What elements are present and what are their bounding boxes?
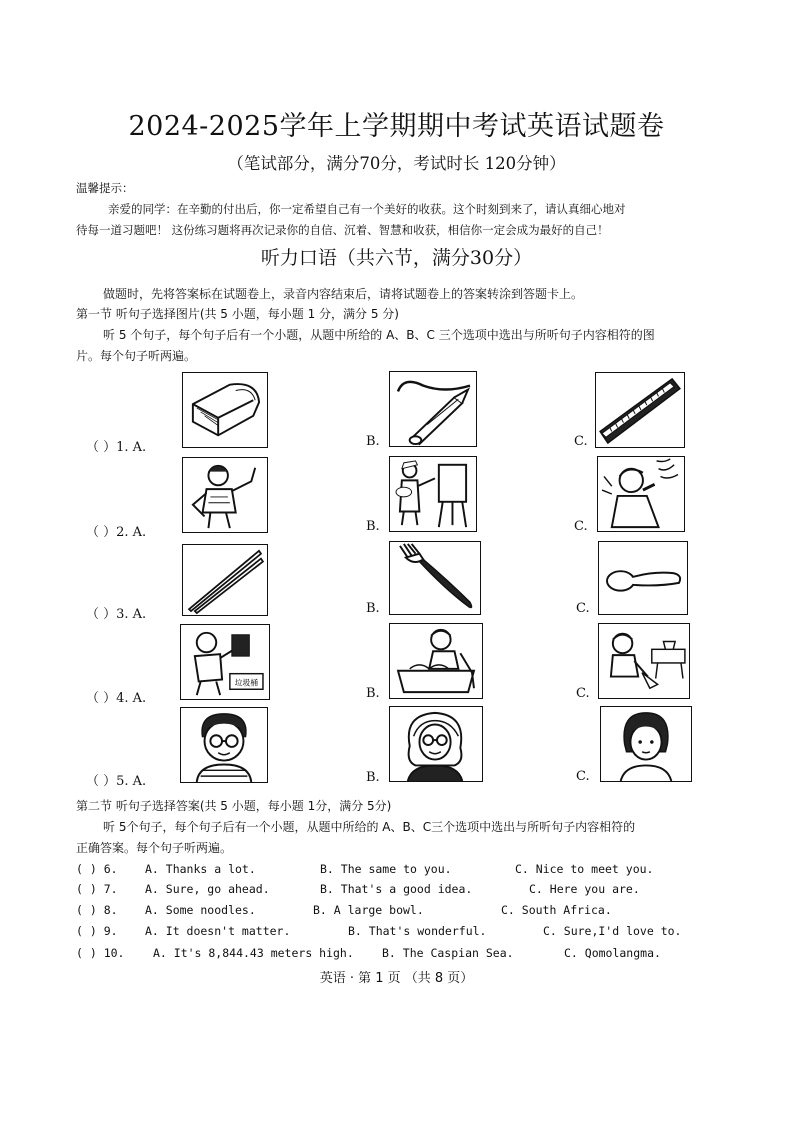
q5-option-b-label: B. <box>366 770 380 785</box>
q6-option-c[interactable]: C. Nice to meet you. <box>515 862 654 876</box>
part2-desc-1: 听 5个句子，每个句子后有一个小题，从题中所给的 A、B、C三个选项中选出与所听句子内容相符的 <box>103 820 636 834</box>
q4-option-c-label: C. <box>576 686 590 701</box>
q2-option-b-label: B. <box>366 519 380 534</box>
q2-option-c-image[interactable] <box>597 456 685 532</box>
tips-label: 温馨提示： <box>76 181 134 195</box>
q5-option-b-image[interactable] <box>389 706 483 782</box>
q7-option-c[interactable]: C. Here you are. <box>529 882 640 896</box>
question-4-label: （ ）4. A. <box>86 691 147 706</box>
listening-heading: 听力口语（共六节，满分30分） <box>260 247 533 269</box>
q5-option-c-label: C. <box>576 769 590 784</box>
question-5-label: （ ）5. A. <box>86 774 147 789</box>
q1-option-c-image[interactable] <box>595 372 685 448</box>
q6-number: ( ) 6. <box>76 862 118 876</box>
q9-option-a[interactable]: A. It doesn't matter. <box>145 924 291 938</box>
q1-option-b-label: B. <box>366 434 380 449</box>
eraser-icon <box>183 373 267 447</box>
ruler-icon <box>596 373 684 447</box>
woman-with-glasses-icon <box>390 707 482 781</box>
throwing-trash-icon <box>181 625 269 699</box>
q4-option-c-image[interactable] <box>598 623 690 699</box>
part1-desc-1: 听 5 个句子，每个句子后有一个小题，从题中所给的 A、B、C 三个选项中选出与所听句子内容相符的图 <box>103 328 655 342</box>
boy-with-glasses-icon <box>181 708 267 782</box>
listening-instruction: 做题时，先将答案标在试题卷上，录音内容结束后，请将试题卷上的答案转涂到答题卡上。 <box>103 287 584 301</box>
chopsticks-icon <box>183 545 267 615</box>
q6-option-b[interactable]: B. The same to you. <box>320 862 452 876</box>
q3-option-a-image[interactable] <box>182 544 268 616</box>
q3-option-c-label: C. <box>576 601 590 616</box>
painting-icon <box>390 457 476 531</box>
page-subtitle: （笔试部分，满分70分，考试时长 120分钟） <box>227 154 566 173</box>
q9-option-b[interactable]: B. That's wonderful. <box>348 924 487 938</box>
q8-option-c[interactable]: C. South Africa. <box>501 903 612 917</box>
q10-option-a[interactable]: A. It's 8,844.43 meters high. <box>153 946 354 960</box>
dancing-girl-icon <box>183 458 267 532</box>
page-title: 2024-2025学年上学期期中考试英语试题卷 <box>128 111 665 142</box>
girl-short-hair-icon <box>601 707 691 781</box>
q7-number: ( ) 7. <box>76 882 118 896</box>
q2-option-a-image[interactable] <box>182 457 268 533</box>
q3-option-c-image[interactable] <box>598 541 688 615</box>
q4-option-b-label: B. <box>366 686 380 701</box>
q5-option-c-image[interactable] <box>600 706 692 782</box>
question-1-label: （ ）1. A. <box>86 440 147 455</box>
pencil-icon <box>390 372 476 446</box>
q4-option-a-image[interactable] <box>180 624 270 700</box>
q4-option-b-image[interactable] <box>389 623 483 699</box>
question-3-label: （ ）3. A. <box>86 607 147 622</box>
part1-title: 第一节 听句子选择图片(共 5 小题，每小题 1 分，满分 5 分) <box>76 307 399 321</box>
fork-icon <box>390 542 480 614</box>
q8-option-a[interactable]: A. Some noodles. <box>145 903 256 917</box>
q8-option-b[interactable]: B. A large bowl. <box>313 903 424 917</box>
trash-bin-text: 垃圾桶 <box>234 678 259 688</box>
part2-title: 第二节 听句子选择答案(共 5 小题，每小题 1分，满分 5分) <box>76 799 392 813</box>
page-footer: 英语 · 第 1 页 （共 8 页） <box>319 971 474 986</box>
q9-option-c[interactable]: C. Sure,I'd love to. <box>543 924 682 938</box>
question-2-label: （ ）2. A. <box>86 525 147 540</box>
singing-boy-icon <box>598 457 684 531</box>
q2-option-c-label: C. <box>574 519 588 534</box>
cleaning-table-icon <box>599 624 689 698</box>
part1-desc-2: 片。每个句子听两遍。 <box>76 349 197 363</box>
q1-option-b-image[interactable] <box>389 371 477 447</box>
q7-option-b[interactable]: B. That's a good idea. <box>320 882 473 896</box>
q3-option-b-label: B. <box>366 601 380 616</box>
q1-option-c-label: C. <box>574 434 588 449</box>
q6-option-a[interactable]: A. Thanks a lot. <box>145 862 256 876</box>
q10-option-c[interactable]: C. Qomolangma. <box>564 946 661 960</box>
q8-number: ( ) 8. <box>76 903 118 917</box>
tips-line-2: 待每一道习题吧！ 这份练习题将再次记录你的自信、沉着、智慧和收获，相信你一定会成为最好的自己！ <box>76 223 609 237</box>
tips-line-1: 亲爱的同学：在辛勤的付出后，你一定希望自己有一个美好的收获。这个时刻到来了，请认真细心地对 <box>108 202 626 216</box>
q3-option-b-image[interactable] <box>389 541 481 615</box>
part2-desc-2: 正确答案。每个句子听两遍。 <box>76 841 233 855</box>
q2-option-b-image[interactable] <box>389 456 477 532</box>
q10-option-b[interactable]: B. The Caspian Sea. <box>382 946 514 960</box>
q9-number: ( ) 9. <box>76 924 118 938</box>
spoon-icon <box>599 542 687 614</box>
q5-option-a-image[interactable] <box>180 707 268 783</box>
q10-number: ( ) 10. <box>76 946 125 960</box>
washing-clothes-icon <box>390 624 482 698</box>
q1-option-a-image[interactable] <box>182 372 268 448</box>
q7-option-a[interactable]: A. Sure, go ahead. <box>145 882 270 896</box>
